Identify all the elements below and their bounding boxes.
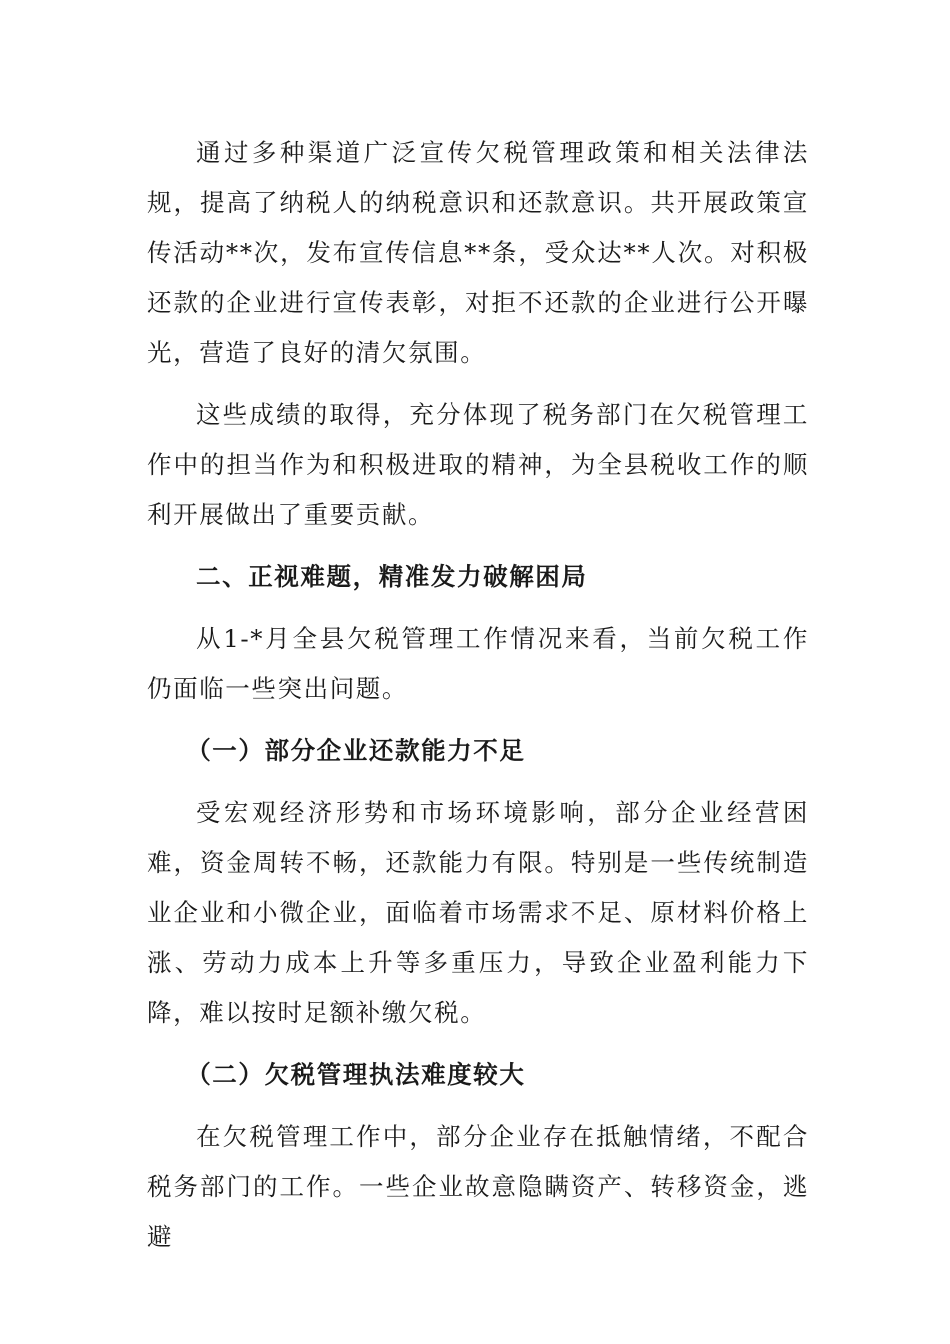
paragraph-enforcement: 在欠税管理工作中，部分企业存在抵触情绪，不配合税务部门的工作。一些企业故意隐瞒资产、转移资金，逃避: [147, 1122, 809, 1251]
subheading-1: （一）部分企业还款能力不足: [186, 736, 526, 765]
section-heading-2: 二、正视难题，精准发力破解困局: [196, 562, 588, 591]
document-body: [147, 128, 809, 1274]
paragraph-achievements: 这些成绩的取得，充分体现了税务部门在欠税管理工作中的担当作为和积极进取的精神，为全县税收工作的顺利开展做出了重要贡献。: [147, 400, 809, 529]
paragraph-publicity: 通过多种渠道广泛宣传欠税管理政策和相关法律法规，提高了纳税人的纳税意识和还款意识。共开展政策宣传活动**次，发布宣传信息**条，受众达**人次。对积极还款的企业进行宣传表彰，对拒不还款的企业进行公开曝光，营造了良好的清欠氛围。: [147, 138, 809, 367]
subheading-2: （二）欠税管理执法难度较大: [186, 1060, 526, 1089]
paragraph-repayment-capacity: 受宏观经济形势和市场环境影响，部分企业经营困难，资金周转不畅，还款能力有限。特别是一些传统制造业企业和小微企业，面临着市场需求不足、原材料价格上涨、劳动力成本上升等多重压力，导致企业盈利能力下降，难以按时足额补缴欠税。: [147, 798, 809, 1027]
paragraph-overview: 从1-*月全县欠税管理工作情况来看，当前欠税工作仍面临一些突出问题。: [147, 624, 809, 703]
